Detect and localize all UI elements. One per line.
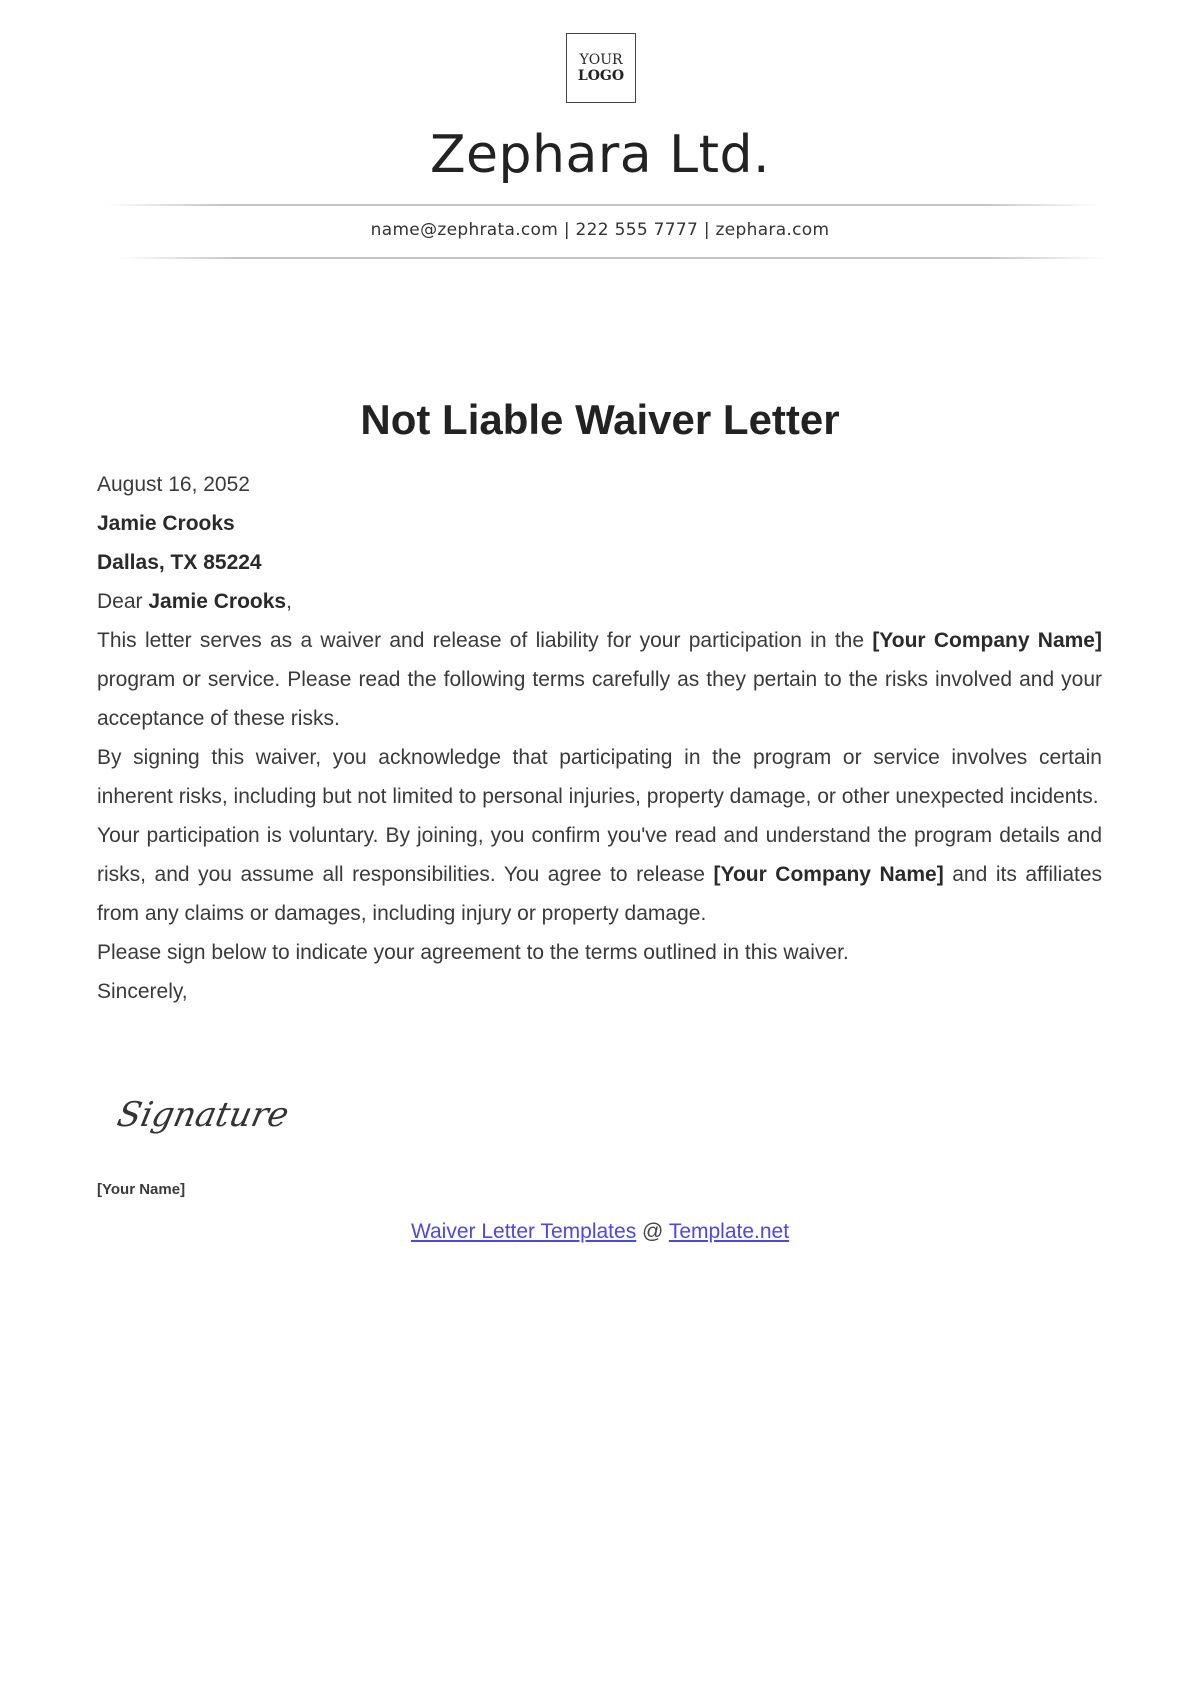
- logo-text-line2: LOGO: [577, 68, 625, 84]
- header-divider-top: [105, 204, 1100, 206]
- salutation: Dear Jamie Crooks,: [97, 590, 292, 613]
- logo-placeholder: [566, 33, 636, 103]
- footer-links: [0, 1218, 1200, 1246]
- waiver-templates-link[interactable]: Waiver Letter Templates: [410, 1220, 637, 1243]
- letter-body: [97, 465, 1102, 1011]
- footer-separator: @: [636, 1220, 669, 1243]
- signature: Signature: [113, 1095, 293, 1135]
- signer-name: [Your Name]: [97, 1181, 186, 1198]
- letter-date: August 16, 2052: [97, 473, 250, 496]
- closing: Sincerely,: [97, 980, 188, 1003]
- recipient-name: Jamie Crooks: [97, 512, 235, 535]
- paragraph-sign-request: Please sign below to indicate your agreement to the terms outlined in this waiver.: [97, 941, 849, 964]
- paragraph-intro: This letter serves as a waiver and release of liability for your participation in the [Your Company Name] program or service. Please read the following terms carefully as they pertain to the risks involved and your acceptance of these risks.: [97, 629, 1102, 730]
- company-name: Zephara Ltd.: [429, 125, 771, 185]
- template-net-link[interactable]: Template.net: [668, 1220, 790, 1243]
- letter-title: Not Liable Waiver Letter: [360, 396, 840, 443]
- header-divider-bottom: [120, 257, 1105, 259]
- recipient-address: Dallas, TX 85224: [97, 551, 262, 574]
- paragraph-risks: By signing this waiver, you acknowledge that participating in the program or service involves certain inherent risks, including but not limited to personal injuries, property damage, or other unexpected incidents.: [97, 746, 1102, 808]
- contact-info: name@zephrata.com | 222 555 7777 | zephara.com: [370, 220, 830, 240]
- logo-text-line1: YOUR: [579, 52, 623, 68]
- paragraph-release: Your participation is voluntary. By joining, you confirm you've read and understand the program details and risks, and you assume all responsibilities. You agree to release [Your Company Name] and its affiliates from any claims or damages, including injury or property damage.: [97, 824, 1103, 925]
